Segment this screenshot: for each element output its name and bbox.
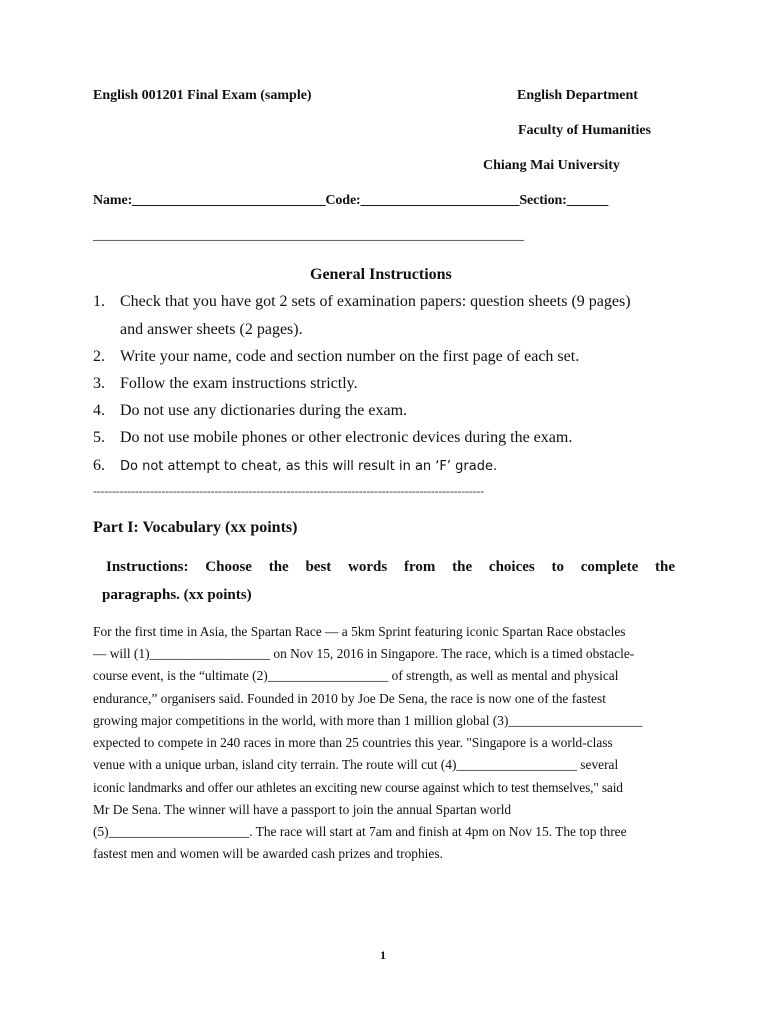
instruction-item [93,457,497,475]
department-name: English Department [517,88,638,103]
part1-heading: Part I: Vocabulary (xx points) [93,519,298,536]
rule-line: ______________________________________________________________ [93,228,524,243]
instruction-item [93,293,631,311]
instruction-number: 1. [93,293,105,310]
passage-line: iconic landmarks and offer our athletes an exciting new course against which to test themselves," said [93,780,623,795]
faculty-name: Faculty of Humanities [518,123,651,138]
passage-line: growing major competitions in the world, with more than 1 million global (3)____________________ [93,713,643,728]
instruction-number: 3. [93,375,105,392]
instruction-item [93,375,358,393]
instruction-item [93,348,579,366]
instruction-number: 6. [93,457,105,474]
instruction-number: 2. [93,348,105,365]
student-info-line: Name:____________________________Code:_______________________Section:______ [93,193,609,208]
university-name: Chiang Mai University [483,158,620,173]
instruction-text: Follow the exam instructions strictly. [120,375,358,392]
instruction-text: Do not use any dictionaries during the exam. [120,402,408,419]
instruction-text: Do not attempt to cheat, as this will result in an ‘F’ grade. [120,459,498,474]
passage-line: endurance,” organisers said. Founded in 2010 by Joe De Sena, the race is now one of the fastest [93,691,606,706]
part1-instructions-line2: paragraphs. (xx points) [102,587,252,603]
exam-title: English 001201 Final Exam (sample) [93,88,312,103]
instruction-text: Do not use mobile phones or other electronic devices during the exam. [120,429,573,446]
instruction-number: 5. [93,429,105,446]
part1-instructions-line1: Instructions: Choose the best words from the choices to complete the [106,559,675,575]
instruction-number: 4. [93,402,105,419]
instruction-item [93,402,407,420]
passage-line: venue with a unique urban, island city terrain. The route will cut (4)__________________ several [93,757,619,772]
instruction-text: Write your name, code and section number on the first page of each set. [120,348,580,365]
passage-line: expected to compete in 240 races in more than 25 countries this year. "Singapore is a world-class [93,735,613,750]
page-number: 1 [380,948,386,962]
passage-line: Mr De Sena. The winner will have a passport to join the annual Spartan world [93,802,512,817]
passage-line: — will (1)__________________ on Nov 15, 2016 in Singapore. The race, which is a timed obstacle- [93,646,635,661]
general-instructions-title: General Instructions [310,266,452,283]
instruction-continuation: and answer sheets (2 pages). [120,321,303,338]
instruction-item [93,429,572,447]
instruction-text: Check that you have got 2 sets of examination papers: question sheets (9 pages) [120,293,631,310]
dashed-separator: ------------------------------------------------------------------------------------------------------- [93,484,484,498]
passage-line: (5)_____________________. The race will start at 7am and finish at 4pm on Nov 15. The top three [93,824,627,839]
passage-line: course event, is the “ultimate (2)__________________ of strength, as well as mental and physical [93,668,619,683]
passage-line: fastest men and women will be awarded cash prizes and trophies. [93,846,443,861]
passage-line: For the first time in Asia, the Spartan Race — a 5km Sprint featuring iconic Spartan Race obstacles [93,624,626,639]
